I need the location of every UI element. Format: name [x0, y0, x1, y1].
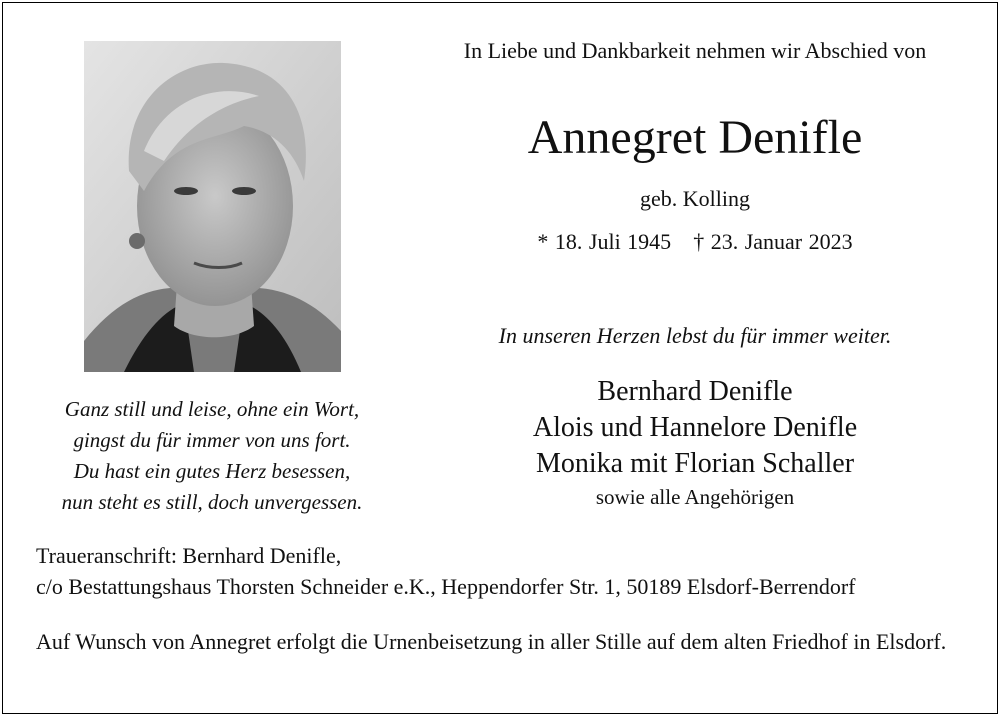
- poem-line: Du hast ein gutes Herz besessen,: [73, 459, 351, 483]
- mourner-name: Bernhard Denifle: [597, 376, 793, 407]
- portrait-photo: [84, 41, 341, 372]
- poem: [22, 394, 402, 518]
- deceased-name: Annegret Denifle: [527, 111, 863, 164]
- motto: In unseren Herzen lebst du für immer weiter.: [498, 323, 892, 348]
- poem-line: Ganz still und leise, ohne ein Wort,: [64, 397, 360, 421]
- life-dates: [400, 229, 990, 255]
- address-line: c/o Bestattungshaus Thorsten Schneider e.K., Heppendorfer Str. 1, 50189 Elsdorf-Berrendorf: [36, 574, 856, 599]
- birth-name: geb. Kolling: [640, 186, 750, 211]
- birth-date: * 18. Juli 1945: [537, 229, 672, 254]
- intro-text: In Liebe und Dankbarkeit nehmen wir Abschied von: [463, 38, 927, 63]
- address-line: Traueranschrift: Bernhard Denifle,: [36, 543, 342, 568]
- mourner-name: Monika mit Florian Schaller: [535, 448, 855, 479]
- relatives-line: sowie alle Angehörigen: [595, 485, 795, 509]
- poem-line: gingst du für immer von uns fort.: [73, 428, 351, 452]
- poem-line: nun steht es still, doch unvergessen.: [61, 490, 363, 514]
- mourners-list: [400, 374, 990, 512]
- burial-notice: Auf Wunsch von Annegret erfolgt die Urnenbeisetzung in aller Stille auf dem alten Friedhof in Elsdorf.: [36, 629, 947, 654]
- mourning-address: [36, 540, 966, 602]
- mourner-name: Alois und Hannelore Denifle: [532, 412, 858, 443]
- death-date: † 23. Januar 2023: [693, 229, 853, 254]
